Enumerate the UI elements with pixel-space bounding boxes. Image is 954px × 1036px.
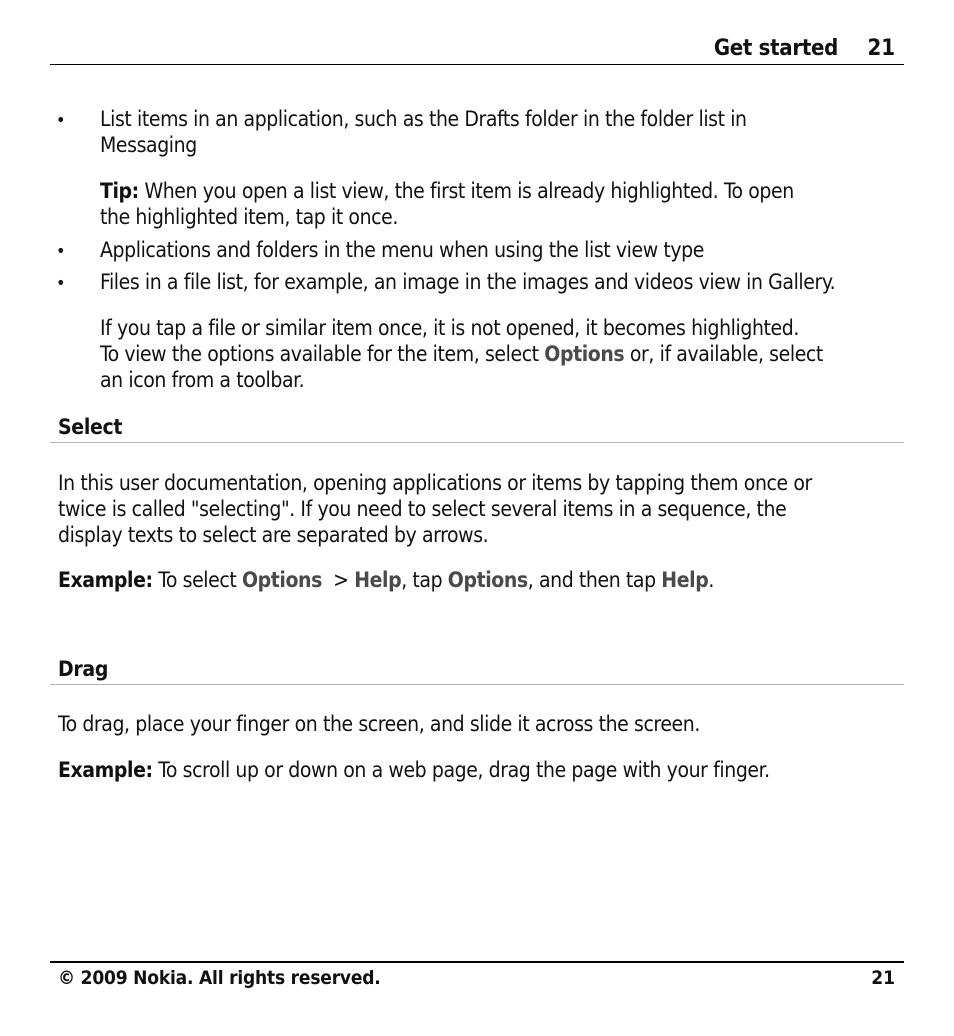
paragraph-line: twice is called "selecting". If you need to select several items in a sequence, the: [58, 497, 787, 521]
example-label: Example:: [58, 758, 153, 782]
file-note-text: If you tap a file or similar item once, it is not opened, it becomes highlighted.: [100, 316, 799, 340]
options-highlight: Options: [241, 568, 322, 592]
help-highlight: Help: [661, 568, 709, 592]
page-footer: [50, 961, 904, 989]
section-heading-drag: [50, 657, 904, 685]
tip-paragraph: [100, 178, 794, 230]
bullet-item-list-items: [100, 106, 747, 158]
bullet-marker: •: [56, 241, 66, 262]
file-note-text: or, if available, select: [624, 342, 823, 366]
select-paragraph: [58, 470, 812, 548]
example-label: Example:: [58, 568, 153, 592]
header-title: Get started: [713, 36, 838, 61]
options-highlight: Options: [544, 342, 625, 366]
help-highlight: Help: [354, 568, 402, 592]
tip-text: the highlighted item, tap it once.: [100, 205, 398, 229]
example-text: To scroll up or down on a web page, drag the page with your finger.: [152, 758, 770, 782]
drag-paragraph: [58, 711, 700, 737]
bullet-item-files: [100, 269, 835, 295]
select-example: [58, 567, 714, 593]
paragraph-line: display texts to select are separated by arrows.: [58, 523, 489, 547]
example-text: >: [321, 568, 355, 592]
bullet-item-applications: [100, 237, 704, 263]
page-header: [50, 36, 904, 65]
bullet-text-line: List items in an application, such as the Drafts folder in the folder list in: [100, 107, 747, 131]
paragraph-line: In this user documentation, opening applications or items by tapping them once or: [58, 471, 812, 495]
bullet-marker: •: [56, 273, 66, 294]
file-note-paragraph: [100, 315, 823, 393]
paragraph-line: To drag, place your finger on the screen, and slide it across the screen.: [58, 712, 700, 736]
section-heading-select: [50, 415, 904, 443]
drag-example: [58, 757, 770, 783]
bullet-marker: •: [56, 110, 66, 131]
tip-label: Tip:: [100, 179, 139, 203]
example-text: , and then tap: [527, 568, 662, 592]
file-note-text: an icon from a toolbar.: [100, 368, 305, 392]
example-text: To select: [152, 568, 242, 592]
section-title: Drag: [58, 657, 109, 681]
bullet-text-line: Applications and folders in the menu when using the list view type: [100, 238, 704, 262]
example-text: .: [708, 568, 714, 592]
bullet-text-line: Files in a file list, for example, an image in the images and videos view in Gallery.: [100, 270, 836, 294]
header-page-number: 21: [867, 36, 895, 61]
copyright-text: © 2009 Nokia. All rights reserved.: [58, 967, 381, 989]
example-text: , tap: [401, 568, 448, 592]
file-note-text: To view the options available for the item, select: [100, 342, 545, 366]
section-title: Select: [58, 415, 123, 439]
tip-text: When you open a list view, the first item is already highlighted. To open: [138, 179, 794, 203]
options-highlight: Options: [447, 568, 528, 592]
bullet-text-line: Messaging: [100, 133, 197, 157]
footer-page-number: 21: [871, 967, 895, 989]
